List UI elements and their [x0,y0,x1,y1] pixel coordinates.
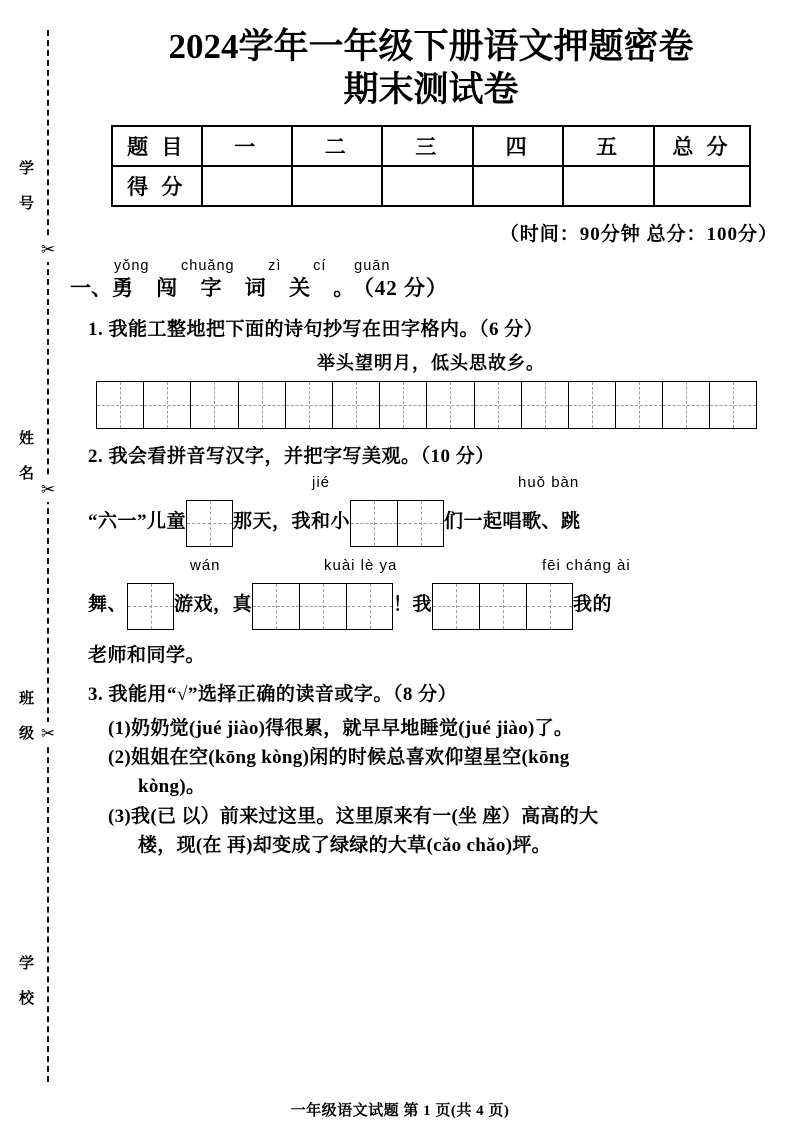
table-row-subject [112,126,750,166]
scissors-icon: ✂ [36,238,60,262]
tianzige-cell[interactable] [474,381,521,428]
tianzige-cell[interactable] [568,381,615,428]
tianzige-cell[interactable] [96,381,143,428]
tianzige-cell[interactable] [332,381,379,428]
vertical-label-class: 班 级 [17,690,33,742]
score-table [111,125,751,207]
pinyin-jie: jié [312,473,331,491]
q2-line1-seg1: “六一”儿童 [88,510,187,532]
pinyin-kuai-le-ya: kuài lè ya [324,556,398,574]
tianzige-cell[interactable] [662,381,709,428]
score-input-4[interactable] [473,166,563,206]
q2-line1-answer-box-1[interactable] [186,500,233,547]
q2-line1-seg2: 那天，我和小 [233,510,351,532]
q2-line2-seg1: 舞、 [88,593,128,615]
q2-line2-seg3: ！我 [393,593,433,615]
pinyin-chuang: chuǎng [181,258,235,275]
q3-item-2-cont[interactable]: kòng)。 [138,776,206,798]
score-table-header-label: 题 目 [112,126,202,166]
question-2-line-1 [62,500,800,547]
tianzige-cell[interactable] [127,583,174,630]
score-col-total: 总 分 [654,126,750,166]
title-line-2: 期末测试卷 [343,69,519,109]
tianzige-cell[interactable] [346,583,393,630]
section-1-number: 一、 [70,276,112,301]
score-table-score-label: 得 分 [112,166,202,206]
table-row-score [112,166,750,206]
tianzige-cell[interactable] [143,381,190,428]
pinyin-wan: wán [190,556,221,574]
score-col-3: 三 [382,126,472,166]
section-1-title [70,272,800,302]
tianzige-cell[interactable] [285,381,332,428]
q2-line2-answer-box-3[interactable] [432,583,573,630]
pinyin-huo-ban: huǒ bàn [518,473,580,491]
q2-line2-answer-box-2[interactable] [252,583,393,630]
pinyin-fei-chang-ai: fēi cháng ài [542,556,631,574]
score-input-5[interactable] [563,166,653,206]
vertical-label-name: 姓 名 [17,430,33,482]
question-1-text: 1. 我能工整地把下面的诗句抄写在田字格内。（6 分） [88,319,544,341]
question-2-text: 2. 我会看拼音写汉字，并把字写美观。（10 分） [88,445,495,467]
tianzige-cell[interactable] [238,381,285,428]
pinyin-zi: zì [268,258,282,275]
page-title [62,0,800,111]
score-col-2: 二 [292,126,382,166]
score-input-total[interactable] [654,166,750,206]
vertical-label-student-id: 学 号 [17,160,33,212]
paper-content [62,0,800,1134]
question-2-line1-pinyin [62,474,800,494]
score-input-3[interactable] [382,166,472,206]
score-col-1: 一 [202,126,292,166]
fold-dashed-line [47,30,49,1082]
scissors-icon: ✂ [36,722,60,746]
tianzige-cell[interactable] [397,500,444,547]
tianzige-cell[interactable] [709,381,756,428]
score-input-1[interactable] [202,166,292,206]
tianzige-cell[interactable] [379,381,426,428]
tianzige-cell[interactable] [190,381,237,428]
q2-line2-seg4: 我的 [573,593,613,615]
tianzige-cell[interactable] [426,381,473,428]
exam-info: （时间：90分钟 总分：100分） [499,224,778,246]
tianzige-cell[interactable] [432,583,479,630]
tianzige-cell[interactable] [479,583,526,630]
section-1-text: 勇 闯 字 词 关 。 [112,276,364,301]
q2-line1-answer-box-2[interactable] [350,500,444,547]
question-3-text: 3. 我能用“√”选择正确的读音或字。（8 分） [88,683,458,705]
title-line-1: 2024学年一年级下册语文押题密卷 [168,27,694,66]
question-1-writing-grid[interactable] [96,381,758,428]
tianzige-cell[interactable] [299,583,346,630]
tianzige-cell[interactable] [521,381,568,428]
q3-item-1[interactable]: (1)奶奶觉(jué jiào)得很累，就早早地睡觉(jué jiào)了。 [108,717,574,739]
pinyin-ci: cí [313,258,327,275]
tianzige-cell[interactable] [252,583,299,630]
section-1-heading [62,258,800,302]
q2-line2-seg2: 游戏，真 [174,593,253,615]
q2-line2-answer-box-1[interactable] [127,583,174,630]
pinyin-guan: guān [354,258,391,275]
question-2-line-3: 老师和同学。 [88,644,206,666]
q3-item-3[interactable]: (3)我(已 以）前来过这里。这里原来有一(坐 座）高高的大 [108,805,599,827]
question-1-poem: 举头望明月，低头思故乡。 [317,353,545,374]
score-col-5: 五 [563,126,653,166]
score-input-2[interactable] [292,166,382,206]
tianzige-cell[interactable] [186,500,233,547]
q3-item-3-cont[interactable]: 楼，现(在 再)却变成了绿绿的大草(cǎo chǎo)坪。 [138,835,551,857]
vertical-label-school: 学 校 [17,955,33,1007]
question-2-line-2 [62,583,800,630]
tianzige-cell[interactable] [526,583,573,630]
question-3-items [62,714,800,861]
binding-strip [0,0,62,1134]
tianzige-cell[interactable] [615,381,662,428]
pinyin-yong: yǒng [114,258,150,275]
scissors-icon: ✂ [36,478,60,502]
tianzige-cell[interactable] [350,500,397,547]
score-col-4: 四 [473,126,563,166]
section-1-score: （42 分） [363,276,448,301]
page-footer: 一年级语文试题 第 1 页(共 4 页) [290,1103,510,1119]
question-2-line2-pinyin [62,557,800,577]
q3-item-2[interactable]: (2)姐姐在空(kōng kòng)闲的时候总喜欢仰望星空(kōng [108,747,570,768]
q2-line1-seg3: 们一起唱歌、跳 [444,510,581,532]
